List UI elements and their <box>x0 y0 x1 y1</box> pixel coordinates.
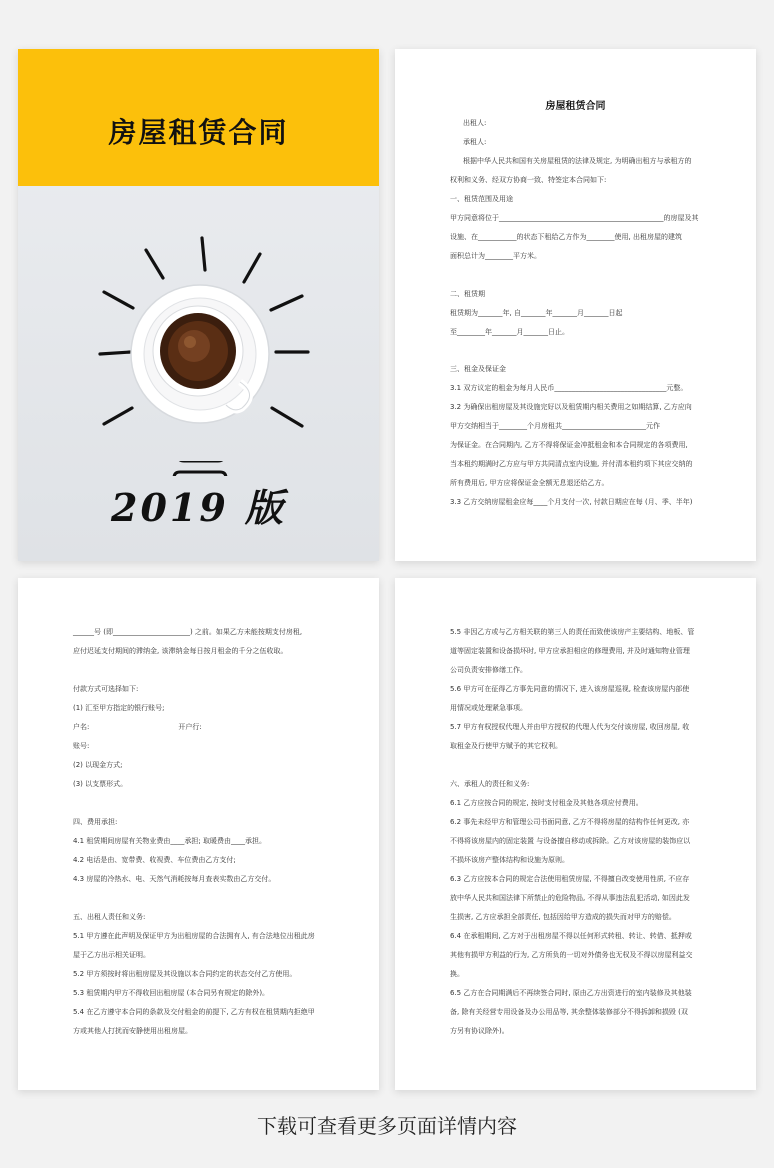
text-line: 付款方式可选择如下: <box>73 685 139 693</box>
text-line: 所有费用后, 甲方应将保证金全额无息退还给乙方。 <box>450 479 609 487</box>
text-line: 屋于乙方出示相关证明。 <box>73 951 150 959</box>
text-line: 户名: 开户行: <box>73 723 202 731</box>
text-line: 5.1 甲方遵在此声明及保证甲方为出租房屋的合法拥有人, 有合法地位出租此房 <box>73 932 315 940</box>
section-heading: 三、租金及保证金 <box>450 365 506 373</box>
text-line: 方另有协议除外)。 <box>450 1027 509 1035</box>
text-line: 至________年_______月_______日止。 <box>450 328 569 336</box>
contract-page-2 <box>18 578 379 1090</box>
text-line: 设施、在___________的状态下租给乙方作为________使用, 出租房屋的建筑 <box>450 233 682 241</box>
cover-year-edition: 2019 版 <box>111 485 286 530</box>
text-line: 其他有损甲方利益的行为, 乙方所负的一切对外债务也无权及不得以房屋利益交 <box>450 951 693 959</box>
text-line: 甲方同意将位于_______________________________________________的房屋及其 <box>450 214 699 222</box>
text-line: 不得将该房屋内的固定装置 与设备擅自移动或拆除。乙方对该房屋的装饰应以 <box>450 837 691 845</box>
text-line: 当本租约期满时乙方应与甲方共同清点室内设施, 并付清本租约项下其应交纳的 <box>450 460 693 468</box>
contract-title: 房屋租赁合同 <box>545 101 606 112</box>
text-line: 不损坏该房产整体结构和设施为原则。 <box>450 856 569 864</box>
coffee-cup-lightbulb-icon <box>18 186 379 476</box>
text-line: 5.5 非因乙方或与乙方相关联的第三人的责任而致使该房产主要结构、地板、管 <box>450 628 695 636</box>
section-heading: 一、租赁范围及用途 <box>450 195 513 203</box>
text-line: 6.4 在承租期间, 乙方对于出租房屋不得以任何形式转租、转让、转借、抵押或 <box>450 932 692 940</box>
text-line: 6.3 乙方应按本合同的规定合法使用租赁房屋, 不得擅自改变使用性质, 不应存 <box>450 875 690 883</box>
text-line: 权利和义务、经双方协商一致、特签定本合同如下: <box>450 176 607 184</box>
text-line: 4.2 电话是由、宽带费、收视费、车位费由乙方支付; <box>73 856 236 864</box>
section-heading: 四、费用承担: <box>73 818 118 826</box>
text-line: 5.2 甲方须按时将出租房屋及其设施以本合同约定的状态交付乙方使用。 <box>73 970 297 978</box>
text-line: (3) 以支票形式。 <box>73 780 128 788</box>
text-line: 6.2 事先未经甲方和管理公司书面同意, 乙方不得将房屋的结构作任何更改, 亦 <box>450 818 690 826</box>
text-line: ______号 (即______________________) 之前。如果乙方未能按期支付房租, <box>73 628 303 636</box>
text-line: 4.1 租赁期间房屋有关物业费由____承担; 取暖费由____承担。 <box>73 837 266 845</box>
text-line: 5.6 甲方可在征得乙方事先同意的情况下, 进入该房屋巡视, 检查该房屋内部使 <box>450 685 690 693</box>
download-more-link[interactable]: 下载可查看更多页面详情内容 <box>257 1114 517 1138</box>
text-line: 3.1 双方议定的租金为每月人民币________________________________元整。 <box>450 384 688 392</box>
text-line: 账号: <box>73 742 90 750</box>
text-line: 甲方交纳相当于________个月房租共________________________元作 <box>450 422 660 430</box>
text-line: 5.3 租赁期内甲方不得收回出租房屋 (本合同另有规定的除外)。 <box>73 989 270 997</box>
text-line: 面积总计为________平方米。 <box>450 252 541 260</box>
text-line: 应付迟延支付期间的滞纳金, 该滞纳金每日按月租金的千分之伍收取。 <box>73 647 288 655</box>
contract-page-3 <box>395 578 756 1090</box>
text-line: 放中华人民共和国法律下所禁止的危险物品, 不得从事违法乱犯活动, 如因此发 <box>450 894 690 902</box>
section-heading: 二、租赁期 <box>450 290 485 298</box>
text-line: 5.7 甲方有权授权代理人并由甲方授权的代理人代为交付该房屋, 收回房屋, 收 <box>450 723 690 731</box>
section-heading: 五、出租人责任和义务: <box>73 913 146 921</box>
text-line: 换。 <box>450 970 464 978</box>
text-line: 4.3 房屋的冷热水、电、天然气消耗按每月查表实数由乙方交付。 <box>73 875 276 883</box>
text-line: 租赁期为_______年, 自_______年_______月_______日起 <box>450 309 623 317</box>
text-line: 出租人: <box>463 119 487 127</box>
text-line: 根据中华人民共和国有关房屋租赁的法律及规定, 为明确出租方与承租方的 <box>463 157 692 165</box>
contract-page-1 <box>395 49 756 561</box>
text-line: 5.4 在乙方遵守本合同的条款及交付租金的前提下, 乙方有权在租赁期内拒绝甲 <box>73 1008 315 1016</box>
text-line: 3.2 为确保出租房屋及其设施完好以及租赁期内相关费用之如期结算, 乙方应向 <box>450 403 692 411</box>
text-line: 道等固定装置和设备损坏时, 甲方应承担相应的修理费用, 并及时通知物业管理 <box>450 647 690 655</box>
text-line: 3.3 乙方交纳房屋租金应每____个月支付一次, 付款日期应在每 (月、季、半年) <box>450 498 693 506</box>
text-line: 6.5 乙方在合同期满后不再续签合同时, 原由乙方出资进行的室内装修及其他装 <box>450 989 692 997</box>
text-line: 取租金及行使甲方赋予的其它权利。 <box>450 742 562 750</box>
text-line: 用情况或处理紧急事项。 <box>450 704 527 712</box>
section-heading: 六、承租人的责任和义务: <box>450 780 530 788</box>
cover-title: 房屋租赁合同 <box>108 116 289 149</box>
text-line: 备, 除有关经营专用设备及办公用品等, 其余整体装修部分不得拆卸和损毁 (双 <box>450 1008 688 1016</box>
text-line: (1) 汇至甲方指定的银行账号; <box>73 704 165 712</box>
text-line: 方或其他人打扰而安静使用出租房屋。 <box>73 1027 192 1035</box>
text-line: (2) 以现金方式; <box>73 761 123 769</box>
text-line: 公司负责安排修缮工作。 <box>450 666 527 674</box>
cover-page <box>18 49 379 561</box>
text-line: 6.1 乙方应按合同的规定, 按时支付租金及其他各项应付费用。 <box>450 799 643 807</box>
text-line: 生损害, 乙方应承担全部责任, 包括因给甲方造成的损失而对甲方的赔偿。 <box>450 913 676 921</box>
text-line: 承租人: <box>463 138 487 146</box>
text-line: 为保证金。在合同期内, 乙方不得将保证金冲抵租金和本合同规定的各项费用, <box>450 441 688 449</box>
